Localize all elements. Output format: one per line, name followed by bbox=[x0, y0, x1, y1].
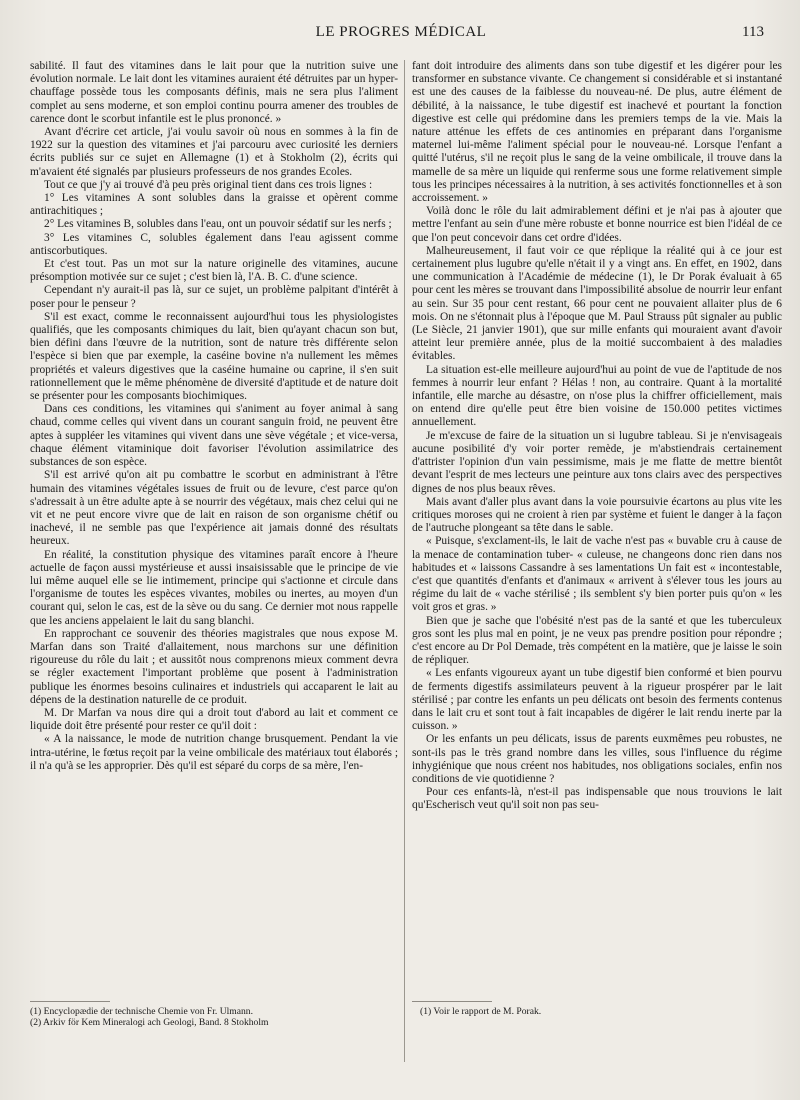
footnote: (2) Arkiv för Kem Mineralogi ach Geologi, Band. 8 Stokholm bbox=[30, 1017, 269, 1029]
paragraph: Avant d'écrire cet article, j'ai voulu savoir où nous en sommes à la fin de 1922 sur la question des vitamines et j'ai parcouru avec curiosité les derniers écrits publiés sur ce sujet en Allemagne (1) et à Stokholm (2), écrits qui m'avaient été signalés par plusieurs professeurs de nos grandes Ecoles. bbox=[30, 126, 398, 178]
paragraph: S'il est exact, comme le reconnaissent aujourd'hui tous les physiologistes qualifiés, que les composants chimiques du lait, bien qu'ayant chacun son but, bien défini dans l'œuvre de la nutrition, sont de nature très différente selon l'espèce si bien que par exemple, la caséine bovine n'a nullement les mêmes propriétés et valeurs digestives que la caséine humaine ou caprine, il s'en suit rationnellement que le même phénomène de diversité d'aptitude et de nature doit se présenter pour les composants biochimiques. bbox=[30, 310, 398, 403]
paragraph: Je m'excuse de faire de la situation un si lugubre tableau. Si je n'envisageais aucune posibilité d'y voir porter remède, je m'abstiendrais certainement d'attrister l'opinion d'un vain pessimisme, mais je me flatte de mettre bientôt devant l'esprit de mes lecteurs une peinture aux tons clairs avec des perspectives dignes de nos plus beaux rêves. bbox=[412, 429, 782, 495]
paragraph: Bien que je sache que l'obésité n'est pas de la santé et que les tuberculeux gros sont les plus mal en point, je ne veux pas prendre position pour répondre ; c'est encore au Dr Pol Demade, très compétent en la matière, que je laisse le soin de répliquer. bbox=[412, 614, 782, 667]
paragraph: sabilité. Il faut des vitamines dans le lait pour que la nutrition suive une évolution normale. Le lait dont les vitamines auraient été détruites par un hyper-chauffage possède tous les composants définis, mais ne sera plus l'aliment complet au sens moderne, et son emploi continu pourra amener des troubles de carence dont le scorbut infantile est le plus prononcé. » bbox=[30, 60, 398, 125]
page-header bbox=[24, 22, 778, 46]
footnote: (1) Voir le rapport de M. Porak. bbox=[420, 1006, 542, 1017]
paragraph: Malheureusement, il faut voir ce que réplique la réalité qui à ce jour est certainement plus lugubre qu'elle n'était il y a vingt ans. En effet, en 1902, dans une communication à l'Académie de médecine (1), le Dr Porak évaluait à 65 pour cent les mères se trouvant dans l'impossibilité absolue de nourrir leur enfant au sein. Sur 35 pour cent restant, 66 pour cent ne pouvaient allaiter plus de 6 mois. On ne s'étonnait plus à l'époque que M. Paul Strauss pût signaler au public (Le Siècle, 21 janvier 1901), que sur mille enfants qui mouraient avant d'avoir atteint leur première année, plus de la moitié succombaient à des maladies évitables. bbox=[412, 244, 782, 363]
paragraph: « Les enfants vigoureux ayant un tube digestif bien conformé et bien pourvu de ferments digestifs assimilateurs peuvent à la rigueur prospérer par le lait stérilisé ; par contre les enfants un peu délicats ont besoin des ferments contenus dans le lait cru et sont tout à fait incapables de digérer le lait rendu inerte par la cuisson. » bbox=[412, 667, 782, 733]
paragraph: 1° Les vitamines A sont solubles dans la graisse et opèrent comme antirachitiques ; bbox=[30, 192, 398, 218]
paragraph: 3° Les vitamines C, solubles également dans l'eau agissent comme antiscorbutiques. bbox=[30, 231, 398, 257]
footnote-divider-left bbox=[30, 1001, 110, 1002]
paragraph: La situation est-elle meilleure aujourd'hui au point de vue de l'aptitude de nos femmes à nourrir leur enfant ? Hélas ! non, au contraire. Quant à la mortalité infantile, elle marche au désastre, on n'ose plus la chiffrer officiellement, mais on entend dire qu'elle peut être bien voisine de 150.000 petites victimes annuellement. bbox=[412, 363, 782, 429]
paragraph: « Puisque, s'exclament-ils, le lait de vache n'est pas « buvable cru à cause de la menace de contamination tuber- « culeuse, ne changeons donc rien dans nos habitudes et « laissons Cassandre à ses lamentations Un fait est « incontestable, c'est que quantités d'enfants et d'animaux « arrivent à s'élever tous les jours au régime du lait de « vache stérilisé ; ils semblent s'y bien porter puis qu'on « les voit gros et gras. » bbox=[412, 535, 782, 614]
footnote: (1) Encyclopædie der technische Chemie von Fr. Ulmann. bbox=[30, 1006, 253, 1017]
page-number: 113 bbox=[742, 24, 764, 40]
journal-title: LE PROGRES MÉDICAL bbox=[315, 24, 487, 40]
paragraph: « A la naissance, le mode de nutrition change brusquement. Pendant la vie intra-utérine, le fœtus reçoit par la veine ombilicale des matériaux tout élaborés ; il n'a qu'à se les approprier. Dès qu'il est séparé du corps de sa mère, l'en- bbox=[30, 733, 398, 772]
paragraph: S'il est arrivé qu'on ait pu combattre le scorbut en administrant à l'être humain des vitamines végétales issues de fruit ou de levure, c'est parce qu'on s'adressait à un être adulte apte à se nourrir des végétaux, mais chez celui qui ne vit et ne peut encore vivre que de lait en raison de son organisme chétif ou inachevé, il ne semble pas que l'expérience ait jamais donné des résultats heureux. bbox=[30, 469, 398, 548]
footnotes-right bbox=[420, 1006, 780, 1017]
paragraph: Mais avant d'aller plus avant dans la voie poursuivie écartons au plus vite les critiques moroses qui ne croient à rien par système et fuient le danger à la façon de l'autruche plongeant sa tête dans le sable. bbox=[412, 495, 782, 535]
left-column bbox=[30, 60, 398, 773]
right-column bbox=[412, 60, 782, 813]
paragraph: Voilà donc le rôle du lait admirablement défini et je n'ai pas à ajouter que mettre l'enfant au sein d'une mère robuste et bonne nourrice est bien l'idéal de ce que l'on peut concevoir dans cet ordre d'idées. bbox=[412, 205, 782, 244]
paragraph: Tout ce que j'y ai trouvé d'à peu près original tient dans ces trois lignes : bbox=[44, 178, 373, 191]
paragraph: Pour ces enfants-là, n'est-il pas indispensable que nous trouvions le lait qu'Escherisch veut qu'il soit non pas seu- bbox=[412, 786, 782, 812]
paragraph: En réalité, la constitution physique des vitamines paraît encore à l'heure actuelle de façon aussi mystérieuse et aussi insaisissable que le principe de vie lui même auquel elle se lie intimement, principe qui s'actionne et circule dans l'organisme de toutes les espèces vivantes, mobiles ou inertes, au moyen d'un courant qui, selon le cas, est de la sève ou du sang. Ce dernier mot nous rappelle que les anciens appelaient le lait du sang blanchi. bbox=[30, 548, 398, 627]
footnote-divider-right bbox=[412, 1001, 492, 1002]
paragraph: M. Dr Marfan va nous dire qui a droit tout d'abord au lait et comment ce liquide doit être présenté pour rester ce qu'il doit : bbox=[30, 706, 398, 733]
column-divider bbox=[404, 60, 405, 1062]
footnotes-left bbox=[30, 1006, 398, 1029]
paragraph: Dans ces conditions, les vitamines qui s'animent au foyer animal à sang chaud, comme celles qui vivent dans un courant sanguin froid, ne peuvent être aptes à suppléer les vitamines qui vivent dans une sève végétale ; et vice-versa, chaque élément vitaminique doit favoriser l'évolution assimilatrice des substances de son espèce. bbox=[30, 403, 398, 469]
paragraph: Or les enfants un peu délicats, issus de parents euxmêmes peu robustes, ne sont-ils pas le très grand nombre dans les villes, sous l'influence du régime inhygiénique que nous créent nos habitudes, nos obligations sociales, enfin nos conditions de vie quotidienne ? bbox=[412, 733, 782, 785]
paragraph: fant doit introduire des aliments dans son tube digestif et les digérer pour les transformer en substance vivante. Ce changement si considérable et si instantané est une des causes de la faiblesse du nouveau-né. De plus, autre élément de débilité, à la naissance, le tube digestif est inachevé et pourtant la fonction digestive est celle qui prédomine dans les premiers temps de la vie. Mais la nature atténue les effets de ces antinomies en préparant dans l'organisme maternel lui-même l'aliment spécial pour le nouveau-né. Lorsque l'enfant a quitté l'utérus, s'il ne reçoit plus le sang de la veine ombilicale, il trouve dans la mamelle de sa mère un liquide qui renferme sous une forme relativement simple tous les principes nécessaires à la nutrition, à ses activités fonctionnelles et à son accroissement. » bbox=[412, 60, 782, 205]
paragraph: 2° Les vitamines B, solubles dans l'eau, ont un pouvoir sédatif sur les nerfs ; bbox=[44, 218, 392, 231]
paragraph: Cependant n'y aurait-il pas là, sur ce sujet, un problème palpitant d'intérêt à poser pour le penseur ? bbox=[30, 284, 398, 310]
paragraph: En rapprochant ce souvenir des théories magistrales que nous expose M. Marfan dans son Traité d'allaitement, nous marchons sur une définition rigoureuse du rôle du lait ; et aussitôt nous comprenons mieux comment devra se régler exactement l'important problème que posent à l'administration publique les énormes besoins culinaires et industriels qui accaparent le lait au dépens de la destination naturelle de ce produit. bbox=[30, 627, 398, 706]
paragraph: Et c'est tout. Pas un mot sur la nature originelle des vitamines, aucune présomption motivée sur ce sujet ; c'est bien là, l'A. B. C. d'une science. bbox=[30, 258, 398, 284]
